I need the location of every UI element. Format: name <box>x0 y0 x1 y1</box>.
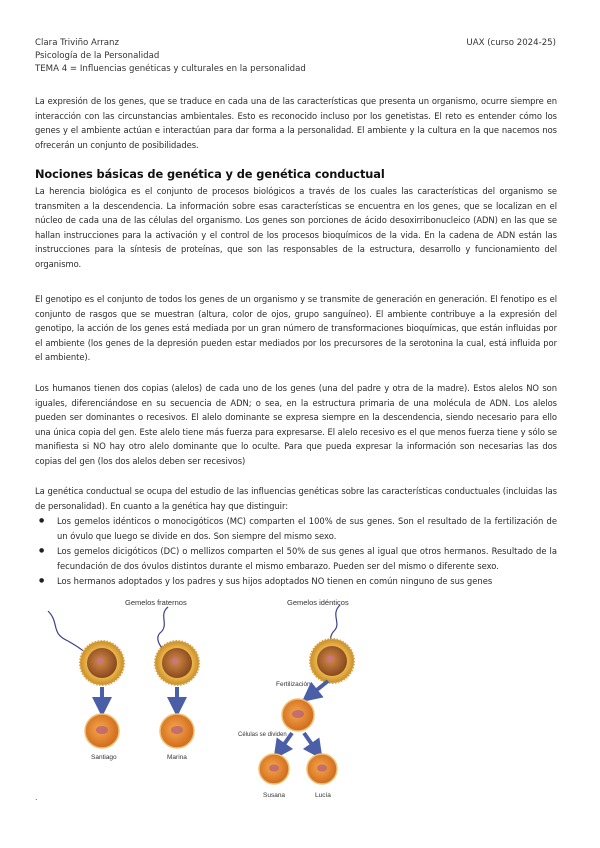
subject-name: Psicología de la Personalidad <box>35 51 160 61</box>
list-item: ● Los gemelos dicigóticos (DC) o mellizos comparten el 50% de sus genes al igual que otros hermanos. Resultado de la fecundación de dos óvulos distintos durante el mismo embarazo. Pueden ser del mismo o diferente sexo. <box>35 544 557 573</box>
paragraph-alleles: Los humanos tienen dos copias (alelos) de cada uno de los genes (una del padre y otra de la madre). Estos alelos NO son iguales, diferenciándose en su secuencia de ADN; o sea, en la estructura primaria de una molécula de ADN. Los alelos pueden ser dominantes o recesivos. El alelo dominante se expresa siempre en la descendencia, siendo necesario para ello una única copia del gen. Este alelo tiene más fuerza para expresarse. El alelo recesivo es el que menos fuerza tiene y sólo se manifiesta si NO hay otro alelo dominante que lo oculte. Para que pueda expresar la información son necesarias las dos copias del gen (los dos alelos deben ser recesivos) <box>35 383 557 466</box>
twins-figure <box>40 593 370 805</box>
identical-title: Gemelos idénticos <box>287 598 349 607</box>
arrow <box>304 733 318 753</box>
egg-cell <box>310 639 354 683</box>
twin-label-santiago: Santiago <box>91 754 117 761</box>
intro-paragraph: La expresión de los genes, que se traduce en cada una de las características que presenta un organismo, ocurre siempre en interacción con las circunstancias ambientales. Esto es reconocido incluso por los genetistas. El reto es entender cómo los genes y el ambiente actúan e interactúan para dar forma a la personalidad. El ambiente y la cultura en la que nacemos nos ofrecerán un conjunto de posibilidades. <box>35 96 557 150</box>
fraternal-title: Gemelos fraternos <box>125 598 187 607</box>
twins-list <box>35 514 557 590</box>
egg-cell <box>155 641 199 685</box>
course-label: UAX (curso 2024-25) <box>466 38 556 48</box>
paragraph-genotype: El genotipo es el conjunto de todos los genes de un organismo y se transmite de generación en generación. El fenotipo es el conjunto de rasgos que se muestran (altura, color de ojos, grupo sanguíneo). El ambiente contribuye a la expresión del genotipo, la acción de los genes está mediada por un gran número de transformaciones bioquímicas, que están influidas por el ambiente (los genes de la depresión pueden estar mediados por los precursores de la serotonina la cual, está influida por el ambiente). <box>35 294 557 363</box>
paragraph-behavioral-genetics: La genética conductual se ocupa del estudio de las influencias genéticas sobre las características conductuales (incluidas las de personalidad). En cuanto a la genética hay que distinguir: <box>35 486 557 511</box>
twin-label-marina: Marina <box>167 754 187 761</box>
cells-divide-label: Células se dividen <box>238 732 287 738</box>
twin-label-susana: Susana <box>263 792 286 799</box>
arrow <box>308 681 328 697</box>
footer-mark: . <box>35 793 38 802</box>
section-heading: Nociones básicas de genética y de genética conductual <box>35 167 385 181</box>
list-item: ● Los hermanos adoptados y los padres y sus hijos adoptados NO tienen en común ninguno de sus genes <box>35 574 557 589</box>
zygote <box>307 754 337 784</box>
twins-diagram <box>40 593 370 805</box>
zygote <box>282 699 314 731</box>
list-item: ● Los gemelos idénticos o monocigóticos (MC) comparten el 100% de sus genes. Son el resultado de la fertilización de un óvulo que luego se divide en dos. Son siempre del mismo sexo. <box>35 514 557 543</box>
twin-label-lucia: Lucía <box>315 792 331 799</box>
paragraph-heredity: La herencia biológica es el conjunto de procesos biológicos a través de los cuales las características del organismo se transmiten a la descendencia. La información sobre esas características se encuentra en los genes, que se localizan en el núcleo de cada una de las células del organismo. Los genes son porciones de ácido desoxirribonucleico (ADN) en las que se hallan instrucciones para la activación y el control de los procesos bioquímicos de la vida. En la cadena de ADN están las instrucciones para la síntesis de proteínas, que son las responsables de la estructura, desarrollo y funcionamiento del organismo. <box>35 186 557 269</box>
page-header <box>35 37 306 76</box>
sperm-tail <box>158 607 168 648</box>
topic-title: TEMA 4 = Influencias genéticas y culturales en la personalidad <box>35 64 306 74</box>
author-name: Clara Triviño Arranz <box>35 38 120 48</box>
fertilization-label: Fertilización <box>276 681 311 688</box>
sperm-tail <box>48 611 86 653</box>
zygote <box>85 714 119 748</box>
zygote <box>160 714 194 748</box>
egg-cell <box>80 641 124 685</box>
zygote <box>259 754 289 784</box>
